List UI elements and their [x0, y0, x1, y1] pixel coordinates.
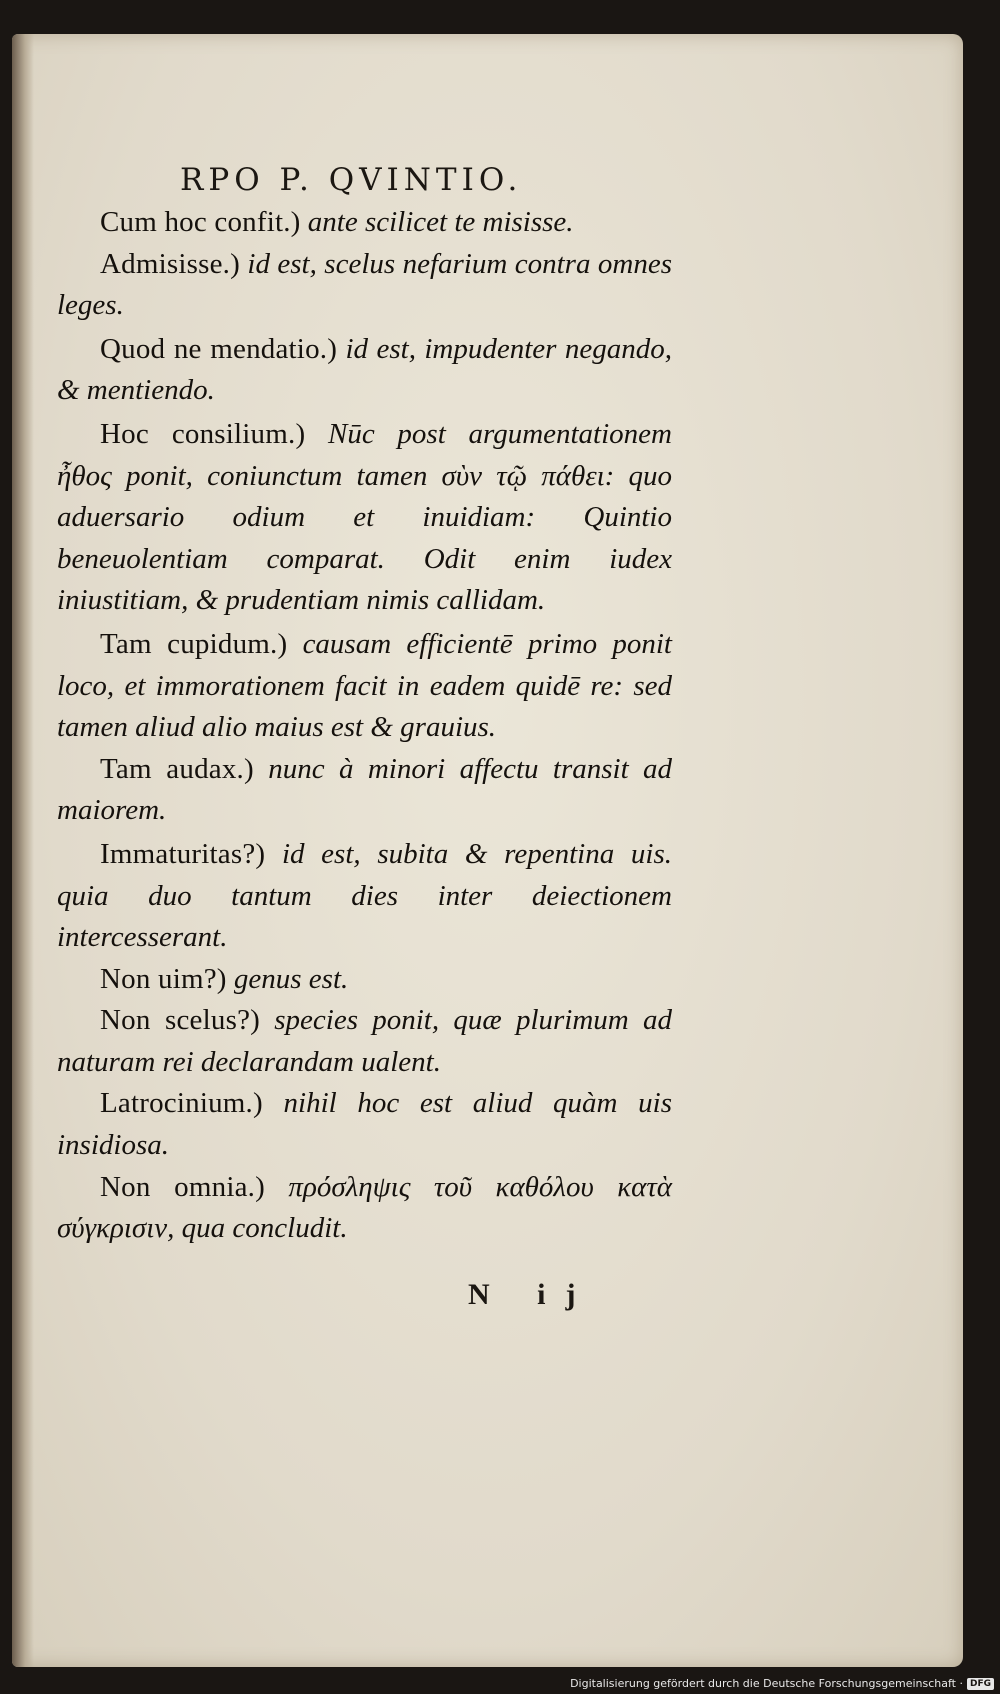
commentary-entry — [57, 1000, 672, 1083]
running-header: RPO P. QVINTIO. — [180, 162, 523, 198]
commentary-entry — [57, 244, 672, 327]
lemma: Hoc consilium.) — [100, 417, 306, 450]
lemma: Tam cupidum.) — [100, 627, 288, 660]
digitization-credit — [570, 1677, 994, 1690]
gloss: species ponit, quæ plurimum ad naturam rei declarandam ualent. — [57, 1004, 672, 1078]
commentary-entry — [57, 414, 672, 622]
gloss: id est, scelus nefarium contra omnes leges. — [57, 247, 672, 322]
gloss: causam efficientē primo ponit loco, et immorationem facit in eadem quidē re: sed tamen aliud alio maius est & grauius. — [57, 627, 672, 744]
credit-text: Digitalisierung gefördert durch die Deutsche Forschungsgemeinschaft · — [570, 1677, 963, 1690]
commentary-entry — [57, 749, 672, 832]
gloss: ante scilicet te misisse. — [300, 206, 574, 238]
commentary-entry — [57, 1083, 672, 1166]
gloss: id est, impudenter negando, & mentiendo. — [57, 332, 672, 407]
gloss: id est, subita & repentina uis. quia duo tantum dies inter deiectionem intercesserant. — [57, 837, 672, 954]
commentary-text — [57, 202, 672, 1250]
lemma: Non omnia.) — [100, 1170, 265, 1203]
lemma: Cum hoc confit.) — [100, 206, 301, 238]
lemma: Latrocinium.) — [100, 1087, 263, 1120]
dfg-logo: DFG — [967, 1678, 994, 1690]
book-spine — [12, 34, 34, 1667]
commentary-entry — [57, 834, 672, 959]
lemma: Tam audax.) — [100, 752, 254, 785]
lemma: Non scelus?) — [100, 1004, 260, 1037]
lemma: Admisisse.) — [100, 247, 240, 280]
commentary-entry — [57, 624, 672, 749]
book-page — [12, 34, 963, 1667]
commentary-entry — [57, 1167, 672, 1250]
commentary-entry — [57, 959, 672, 1001]
gloss: nunc à minori affectu transit ad maiorem. — [57, 752, 673, 827]
commentary-entry — [57, 202, 672, 244]
gloss: genus est. — [226, 962, 349, 995]
lemma: Non uim?) — [100, 962, 227, 995]
gloss: πρόσληψις τοῦ καθόλου κατὰ σύγκρισιν, qua concludit. — [57, 1170, 672, 1245]
gloss: nihil hoc est aliud quàm uis insidiosa. — [57, 1087, 672, 1162]
gloss: Nūc post argumentationem ἦθος ponit, coniunctum tamen σὺν τῷ πάθει: quo aduersario odium et inuidiam: Quintio beneuolentiam comparat. Odit enim iudex iniustitiam, & prudentiam nimis callidam. — [57, 417, 672, 617]
commentary-entry — [57, 329, 672, 412]
lemma: Quod ne mendatio.) — [100, 332, 338, 365]
lemma: Immaturitas?) — [100, 837, 266, 870]
signature-mark: N ij — [468, 1278, 596, 1311]
